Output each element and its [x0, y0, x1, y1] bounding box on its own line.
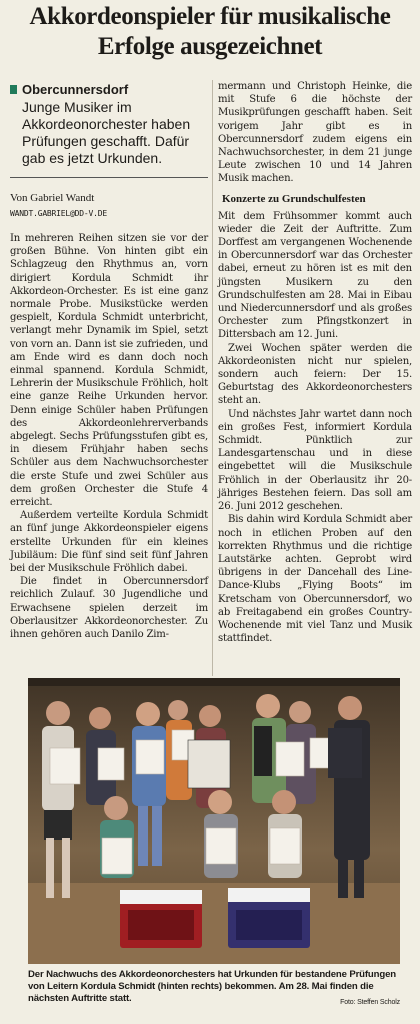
accordion-blue	[228, 888, 310, 948]
column-divider	[212, 80, 213, 676]
paragraph: Außerdem verteilte Kordula Schmidt an fünf junge Akkordeonspieler eigens erstellte Urkunden für ein kleines Jubiläum: Die fünf sind seit fünf Jahren bei der Musikschule Fröhlich dabei.	[10, 510, 208, 575]
teaser-rule	[10, 177, 208, 178]
paragraph: Und nächstes Jahr wartet dann noch ein großes Fest, informiert Kordula Schmidt. Pünktlich zur Landesgartenschau und in diese eingebettet will die Musikschule Fröhlich in der Oberlausitz ihr 20-jähriges Bestehen feiern. Das soll am 26. Juni 2012 geschehen.	[218, 408, 412, 513]
paragraph: Bis dahin wird Kordula Schmidt aber noch in etlichen Proben auf den korrekten Rhythmus und die richtige Lautstärke achten. Geprobt wird übrigens in der Dancehall des Line-Dance-Klubs „Flying Boots“ im Kretscham von Obercunnersdorf, wo ab Freitagabend ein großes Country-Wochenende mit viel Tanz und Musik stattfindet.	[218, 514, 412, 645]
paragraph: Mit dem Frühsommer kommt auch wieder die Zeit der Auftritte. Zum Dorffest am vergangenen Wochenende in Obercunnersdorf war das Orchester dabei, erneut zu hören ist es mit den jüngsten Musikern zu den Grundschulfesten am 28. Mai in Eibau und Niedercunnersdorf und als großes Orchester zum Pfingstkonzert in Dittersbach am 12. Juni.	[218, 210, 412, 341]
paragraph: In mehreren Reihen sitzen sie vor der großen Bühne. Von hinten gibt ein Schlagzeug den Rhythmus an, vorn dirigiert Kordula Schmidt ihr Akkordeon-Orchester. Es ist eine ganz normale Probe. Musikstücke werden gespielt, Kordula Schmidt unterbricht, verlangt mehr Dynamik im Spiel, setzt von vorn an. Dann ist sie zufrieden, und am Ende wird es dann doch noch einmal spannend. Kordula Schmidt, Lehrerin der Musikschule Fröhlich, holt eine ganze Reihe Urkunden hervor. Denn einige Schüler haben Prüfungen des Akkordeonlehrerverbands abgelegt. Sechs Prüfungsstufen gibt es, in diesem Frühjahr haben sechs Schüler aus dem Nachwuchsorchester die erste Stufe und zwei Schüler aus dem großen Orchester die Stufe 4 erreicht.	[10, 233, 208, 509]
headline-line-2: Erfolge ausgezeichnet	[97, 33, 323, 60]
subheading: Konzerte zu Grundschulfesten	[222, 192, 366, 205]
right-body-top	[218, 80, 412, 186]
headline-line-1: Akkordeonspieler für musikalische	[29, 3, 391, 30]
right-body-bottom	[218, 210, 412, 646]
paragraph: Zwei Wochen später werden die Akkordeonisten nicht nur spielen, sondern auch feiern: Der 15. Geburtstag des Akkordeonorchesters steht an.	[218, 342, 412, 407]
left-body	[10, 232, 208, 641]
dateline-square-icon	[10, 85, 17, 94]
dateline-text: Obercunnersdorf	[22, 82, 129, 97]
group-photo	[28, 678, 400, 964]
dateline	[10, 82, 208, 97]
right-column	[218, 80, 412, 645]
left-column	[10, 82, 208, 641]
byline: Von Gabriel Wandt	[10, 192, 95, 204]
author-email[interactable]: WANDT.GABRIEL@DD-V.DE	[10, 209, 107, 218]
photo-caption	[28, 969, 400, 1009]
accordion-red	[120, 890, 202, 948]
headline	[6, 2, 414, 62]
photo-caption-text: Der Nachwuchs des Akkordeonorchesters hat Urkunden für bestandene Prüfungen von Leitern Kordula Schmidt (hinten rechts) bekommen. Am 28. Mai finden die nächsten Auftritte statt.	[28, 969, 396, 1004]
group-photo-illustration	[28, 678, 400, 964]
teaser: Junge Musiker im Akkordeonorchester haben Prüfungen geschafft. Dafür gab es jetzt Urkunden.	[22, 99, 191, 166]
paragraph: mermann und Christoph Heinke, die mit Stufe 6 die höchste der Musikprüfungen geschafft haben. Seit vorigem Jahr gibt es in Obercunnersdorf zudem eigens ein Nachwuchsorchester, in dem 21 junge Leute zwischen 10 und 14 Jahren Musik machen.	[218, 81, 412, 185]
photo-credit: Foto: Steffen Scholz	[340, 999, 400, 1006]
paragraph: Die findet in Obercunnersdorf reichlich Zulauf. 30 Jugendliche und Erwachsene spielen derzeit im Oberlausitzer Akkordeonorchester. Zu ihnen gehören auch Danilo Zim-	[10, 576, 208, 641]
